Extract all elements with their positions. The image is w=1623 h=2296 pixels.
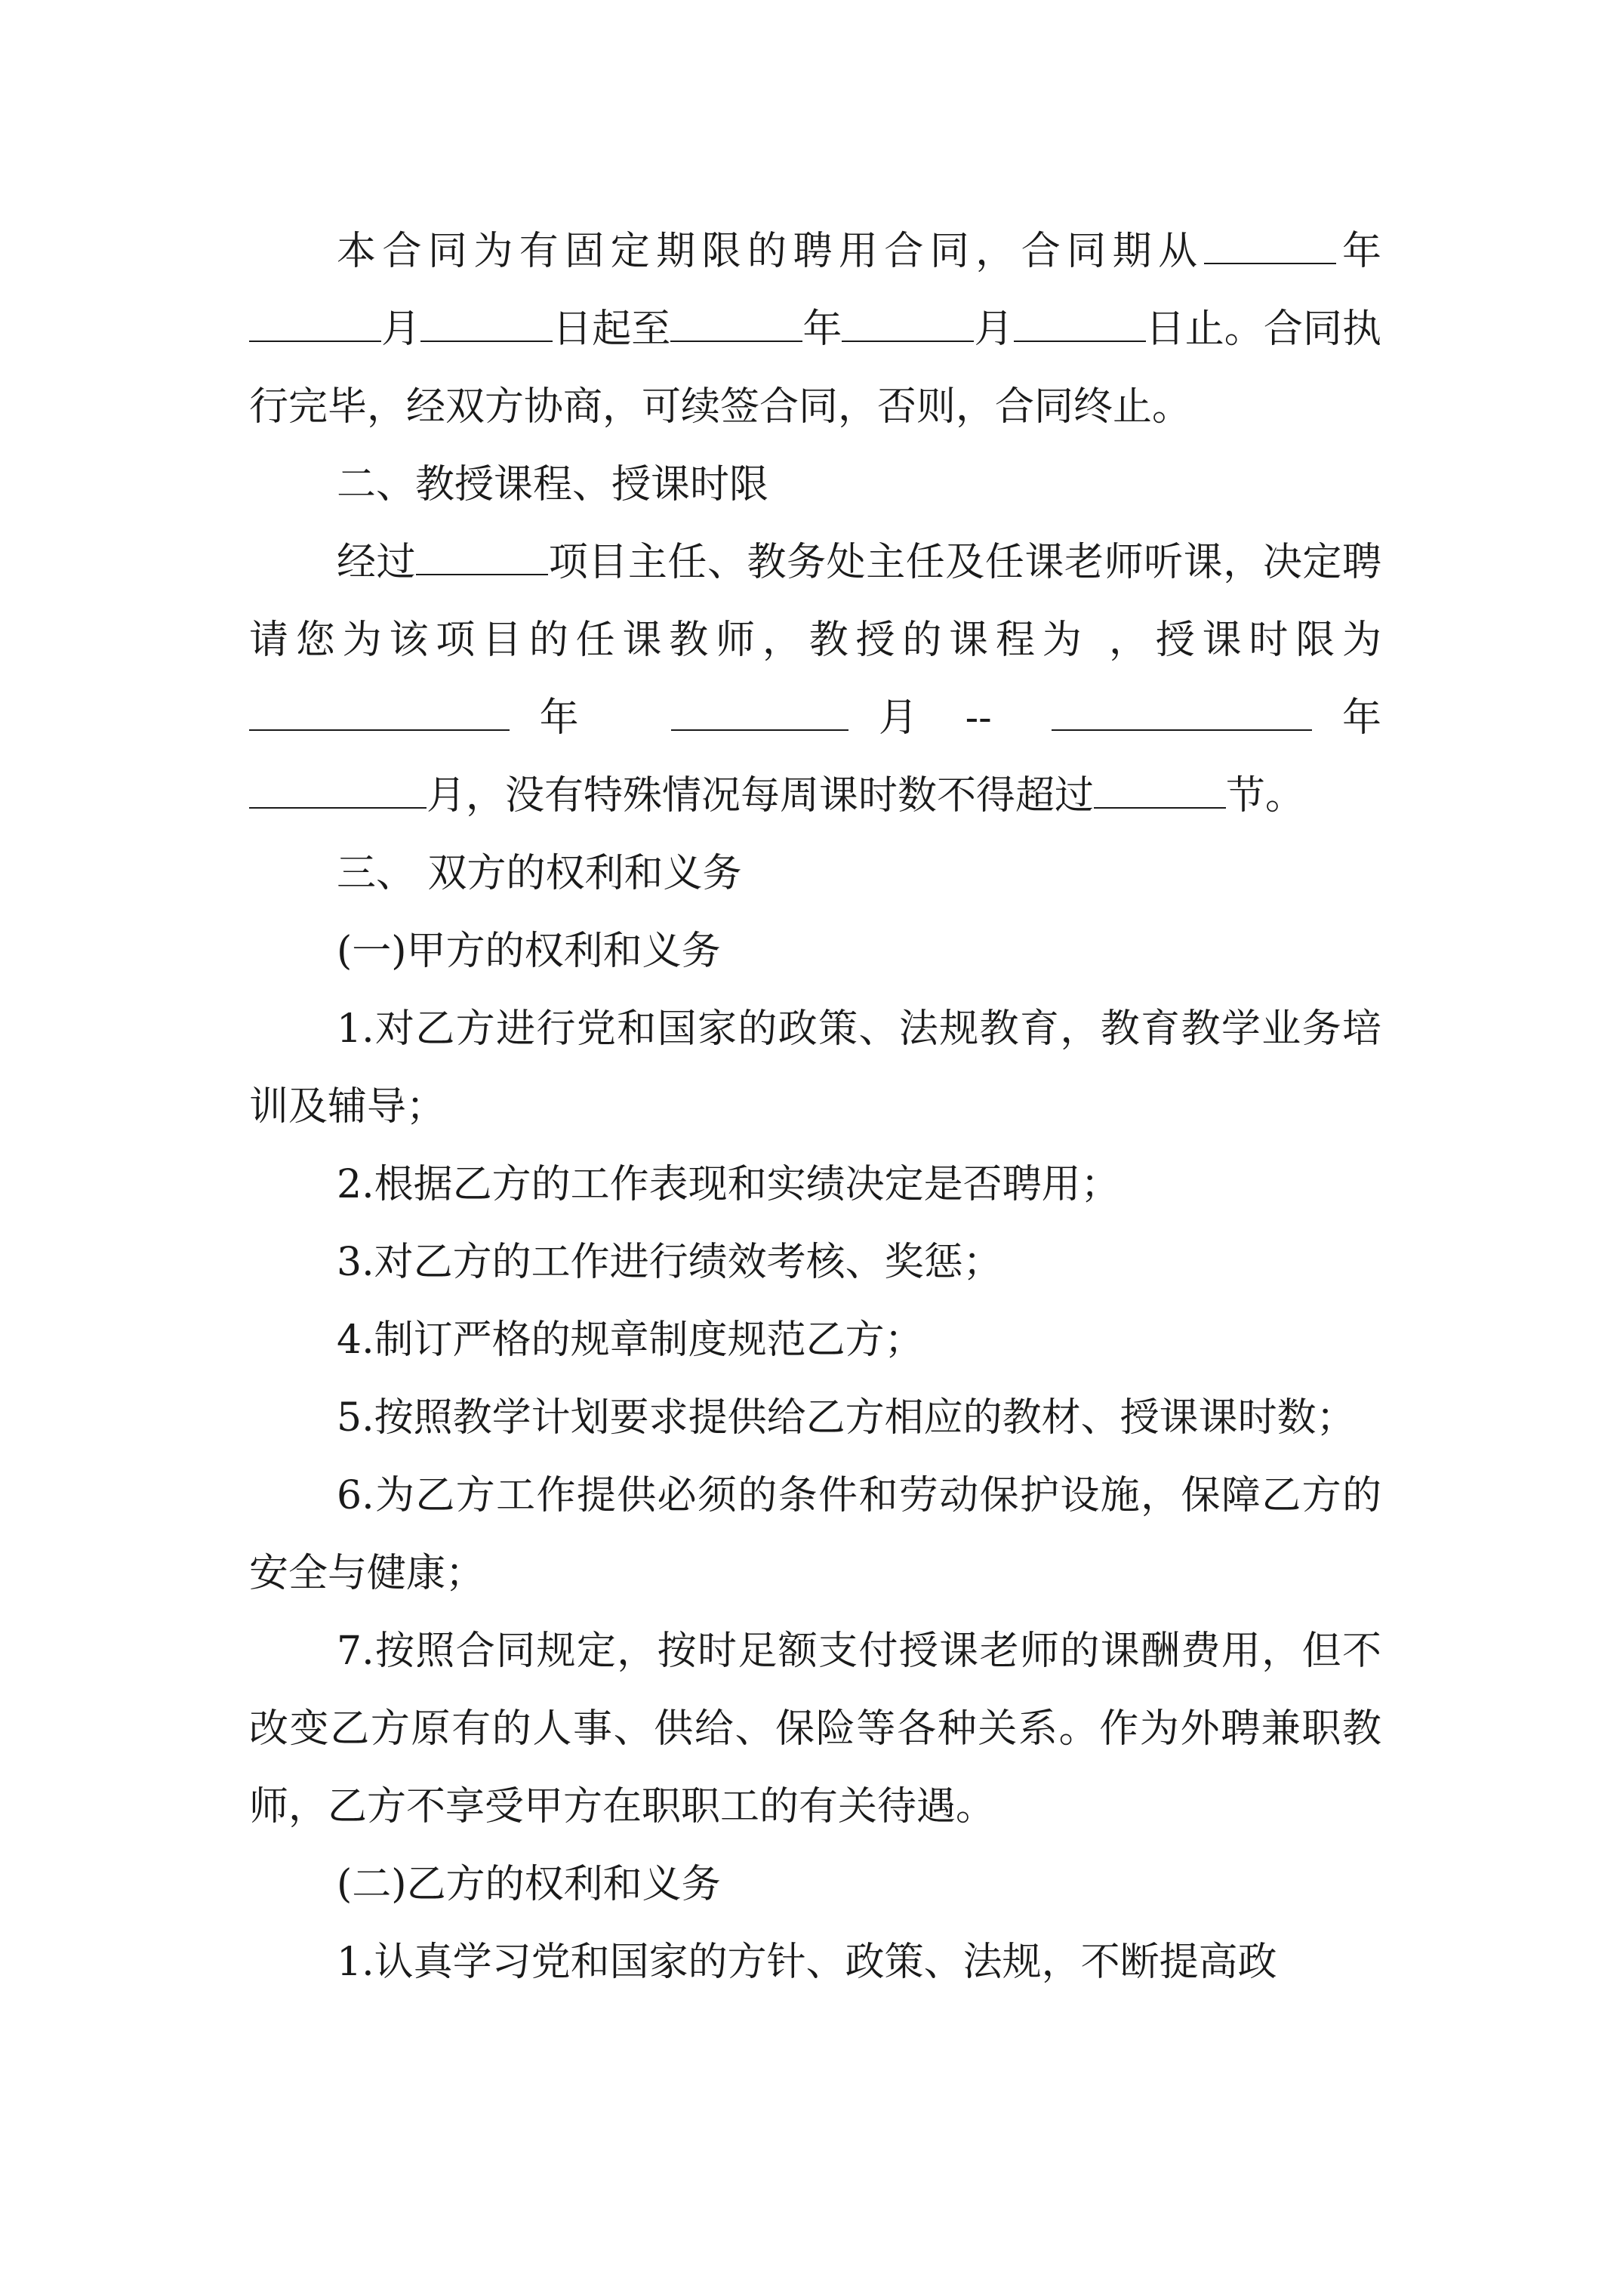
term-month: 月	[381, 307, 421, 352]
party-a-item: 7.按照合同规定，按时足额支付授课老师的课酬费用，但不改变乙方原有的人事、供给、保险等各种关系。作为外聘兼职教师，乙方不享受甲方在职职工的有关待遇。	[249, 1629, 1381, 1829]
blank-field	[249, 699, 510, 731]
blank-field	[1204, 233, 1336, 264]
section2-text-1: 经过	[337, 540, 417, 585]
blank-field	[671, 699, 848, 731]
party-b-title: (二)乙方的权利和义务	[337, 1862, 721, 1907]
section2-year-2: 年	[1341, 695, 1381, 741]
party-a-item: 5.按照教学计划要求提供给乙方相应的教材、授课课时数；	[337, 1395, 1356, 1441]
party-a-item: 4.制订严格的规章制度规范乙方；	[337, 1318, 924, 1363]
blank-field	[249, 777, 427, 809]
term-year: 年	[1335, 229, 1381, 274]
section2-text-3: 月，没有特殊情况每周课时数不得超过	[427, 773, 1095, 818]
party-a-item: 6.为乙方工作提供必须的条件和劳动保护设施，保障乙方的安全与健康；	[249, 1473, 1381, 1596]
blank-field	[1094, 777, 1226, 809]
term-year-2: 年	[802, 307, 842, 352]
party-a-title: (一)甲方的权利和义务	[337, 929, 721, 974]
section2-text-2: 项目主任、教务处主任及任课老师听课，决定聘请您为该项目的任课教师，教授的课程为 ，授课时限为	[249, 540, 1381, 663]
term-text-end: 日止。合同执行完毕，经双方协商，可续签合同，否则，合同终止。	[249, 307, 1381, 430]
term-text-1: 本合同为有固定期限的聘用合同，合同期从	[337, 229, 1204, 274]
party-a-item: 3.对乙方的工作进行绩效考核、奖惩；	[337, 1240, 1002, 1285]
party-a-item: 1.对乙方进行党和国家的政策、法规教育，教育教学业务培训及辅导；	[249, 1006, 1381, 1130]
section2-month: 月 --	[878, 695, 992, 741]
section-3-title: 三、 双方的权利和义务	[337, 851, 742, 896]
party-a-item: 2.根据乙方的工作表现和实绩决定是否聘用；	[337, 1162, 1120, 1207]
party-b-item: 1.认真学习党和国家的方针、政策、法规，不断提高政	[337, 1940, 1277, 1985]
document-page	[249, 213, 1381, 2002]
blank-field	[670, 310, 802, 342]
blank-field	[420, 310, 553, 342]
section-2-title: 二、教授课程、授课时限	[337, 462, 769, 507]
section2-unit: 节。	[1226, 773, 1305, 818]
term-day: 日起至	[553, 307, 671, 352]
blank-field	[416, 544, 548, 575]
section2-year: 年	[539, 695, 596, 741]
blank-field	[1014, 310, 1146, 342]
blank-field	[1052, 699, 1312, 731]
section-2-paragraph	[249, 524, 1381, 835]
term-month-2: 月	[974, 307, 1014, 352]
blank-field	[842, 310, 974, 342]
contract-term-paragraph	[249, 213, 1381, 446]
blank-field	[249, 310, 381, 342]
